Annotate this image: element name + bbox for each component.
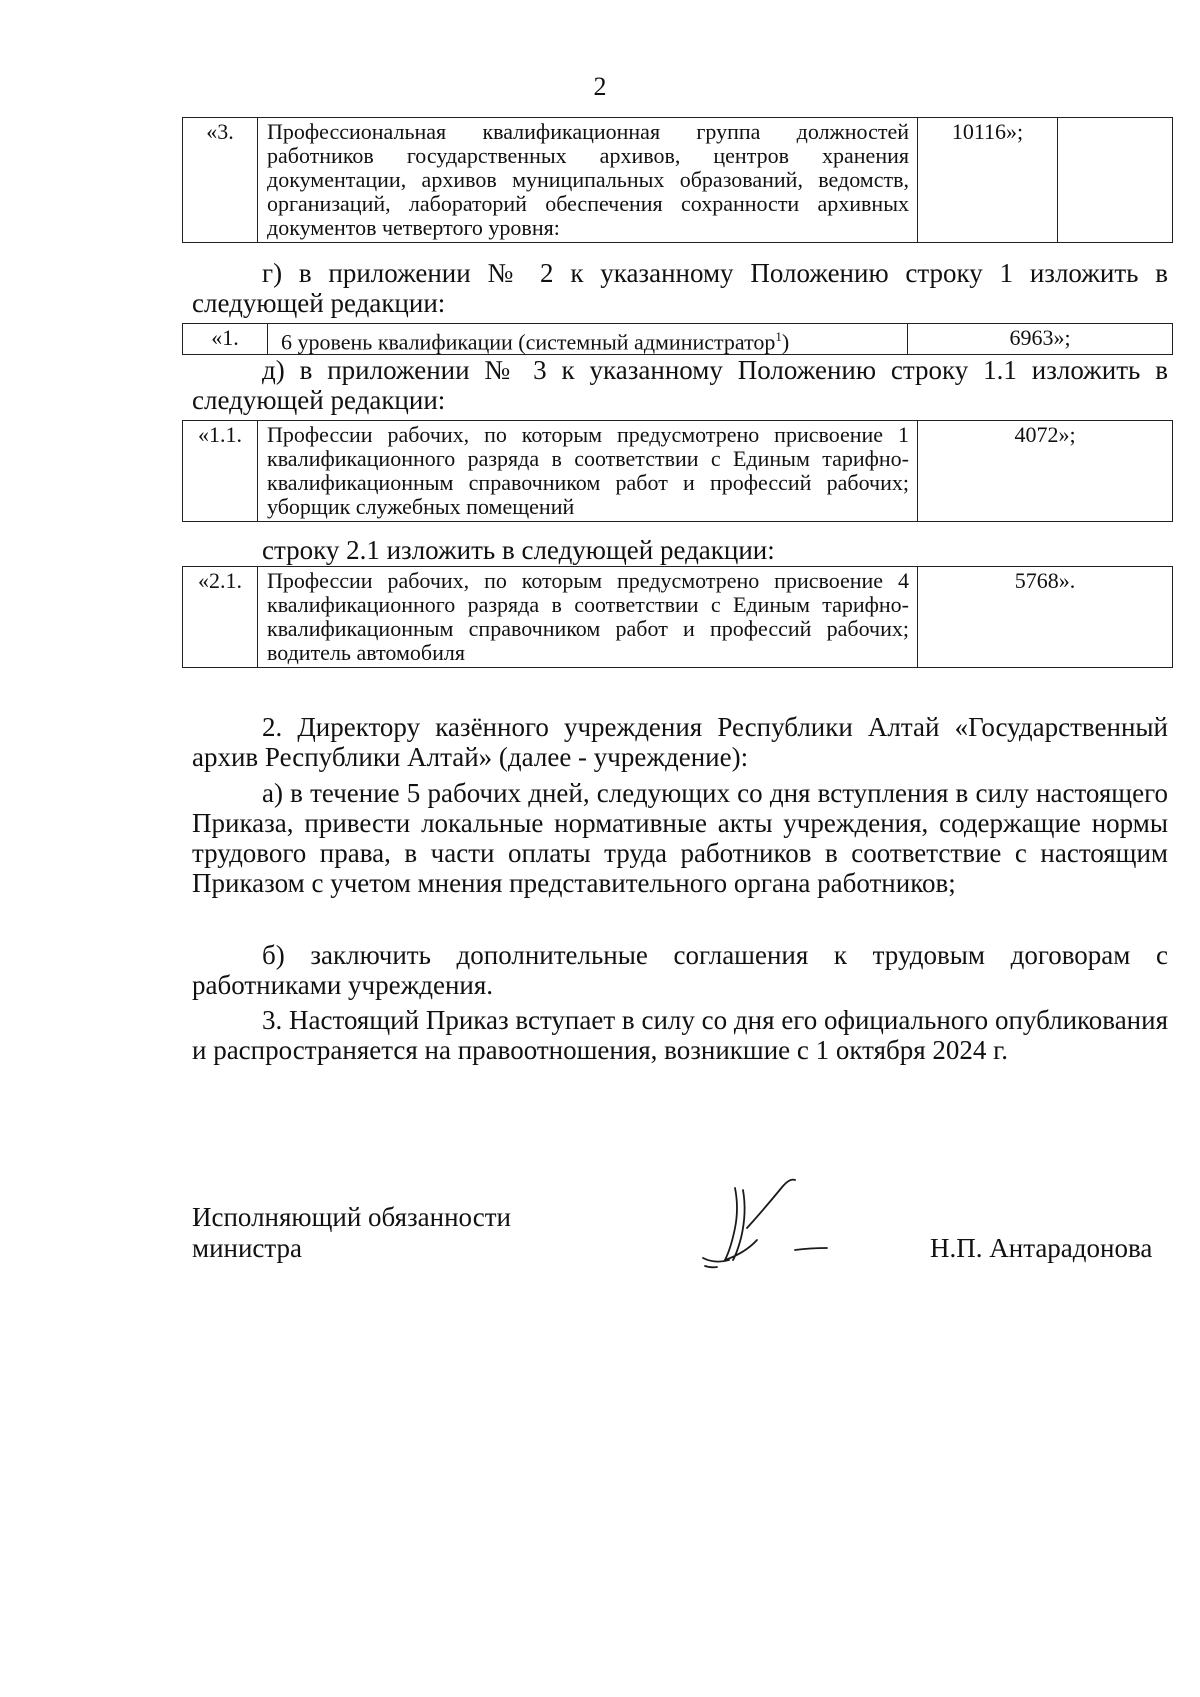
paragraph-2b [192,940,1168,1000]
row-description [268,324,908,355]
row-number: «1.1. [183,421,258,522]
row-description: Профессии рабочих, по которым предусмотрено присвоение 4 квалификационного разряда в соответствии с Единым тарифно-квалификационным справочником работ и профессий рабочих; водитель автомобиля [258,567,918,668]
footnote-mark: 1 [775,329,782,344]
row-salary-value: 4072»; [918,421,1173,522]
row-salary-value: 6963»; [908,324,1173,355]
table-row [183,567,1173,668]
row-description: Профессии рабочих, по которым предусмотрено присвоение 1 квалификационного разряда в соответствии с Единым тарифно-квалификационным справочником работ и профессий рабочих; уборщик служебных помещений [258,421,918,522]
signatory-name: Н.П. Антарадонова [930,1233,1153,1263]
empty-cell [1058,118,1173,243]
table-row [183,324,1173,355]
paragraph-3-text: 3. Настоящий Приказ вступает в силу со дня его официального опубликования и распространяется на правоотношения, возникшие с 1 октября 2024 г. [192,1005,1168,1065]
paragraph-3 [192,1005,1168,1065]
row-number: «3. [183,118,258,243]
table-row [183,118,1173,243]
salary-table-row-1-1 [182,420,1173,522]
row-description-tail: ) [781,329,790,355]
paragraph-row-2-1 [192,535,1168,565]
row-number: «1. [183,324,268,355]
paragraph-d-text: д) в приложении № 3 к указанному Положению строку 1.1 изложить в следующей редакции: [192,355,1168,415]
paragraph-2a-text: а) в течение 5 рабочих дней, следующих со дня вступления в силу настоящего Приказа, привести локальные нормативные акты учреждения, содержащие нормы трудового права, в части оплаты труда работников в соответствие с настоящим Приказом с учетом мнения представительного органа работников; [192,778,1168,898]
row-description: Профессиональная квалификационная группа должностей работников государственных архивов, центров хранения документации, архивов муниципальных образований, ведомств, организаций, лабораторий обеспечения сохранности архивных документов четвертого уровня: [258,118,918,243]
paragraph-2b-text: б) заключить дополнительные соглашения к трудовым договорам с работниками учреждения. [192,940,1168,1000]
table-row [183,421,1173,522]
handwritten-signature [695,1168,845,1278]
signatory-position-line1: Исполняющий обязанности [192,1202,511,1232]
paragraph-d [192,355,1168,415]
row-salary-value: 10116»; [918,118,1058,243]
paragraph-row-2-1-text: строку 2.1 изложить в следующей редакции: [262,535,775,565]
salary-table-row-2-1 [182,566,1173,668]
row-salary-value: 5768». [918,567,1173,668]
row-description-text: 6 уровень квалификации (системный администратор [281,329,776,355]
page-number: 2 [593,72,607,101]
paragraph-2a [192,778,1168,898]
paragraph-2-text: 2. Директору казённого учреждения Республики Алтай «Государственный архив Республики Алтай» (далее - учреждение): [192,712,1168,772]
paragraph-g [192,258,1168,318]
salary-table-row-1 [182,323,1173,355]
salary-table-row-3 [182,117,1173,243]
signatory-position [192,1202,511,1264]
row-number: «2.1. [183,567,258,668]
paragraph-2 [192,712,1168,772]
paragraph-g-text: г) в приложении № 2 к указанному Положению строку 1 изложить в следующей редакции: [192,258,1168,318]
signatory-position-line2: министра [192,1233,303,1263]
